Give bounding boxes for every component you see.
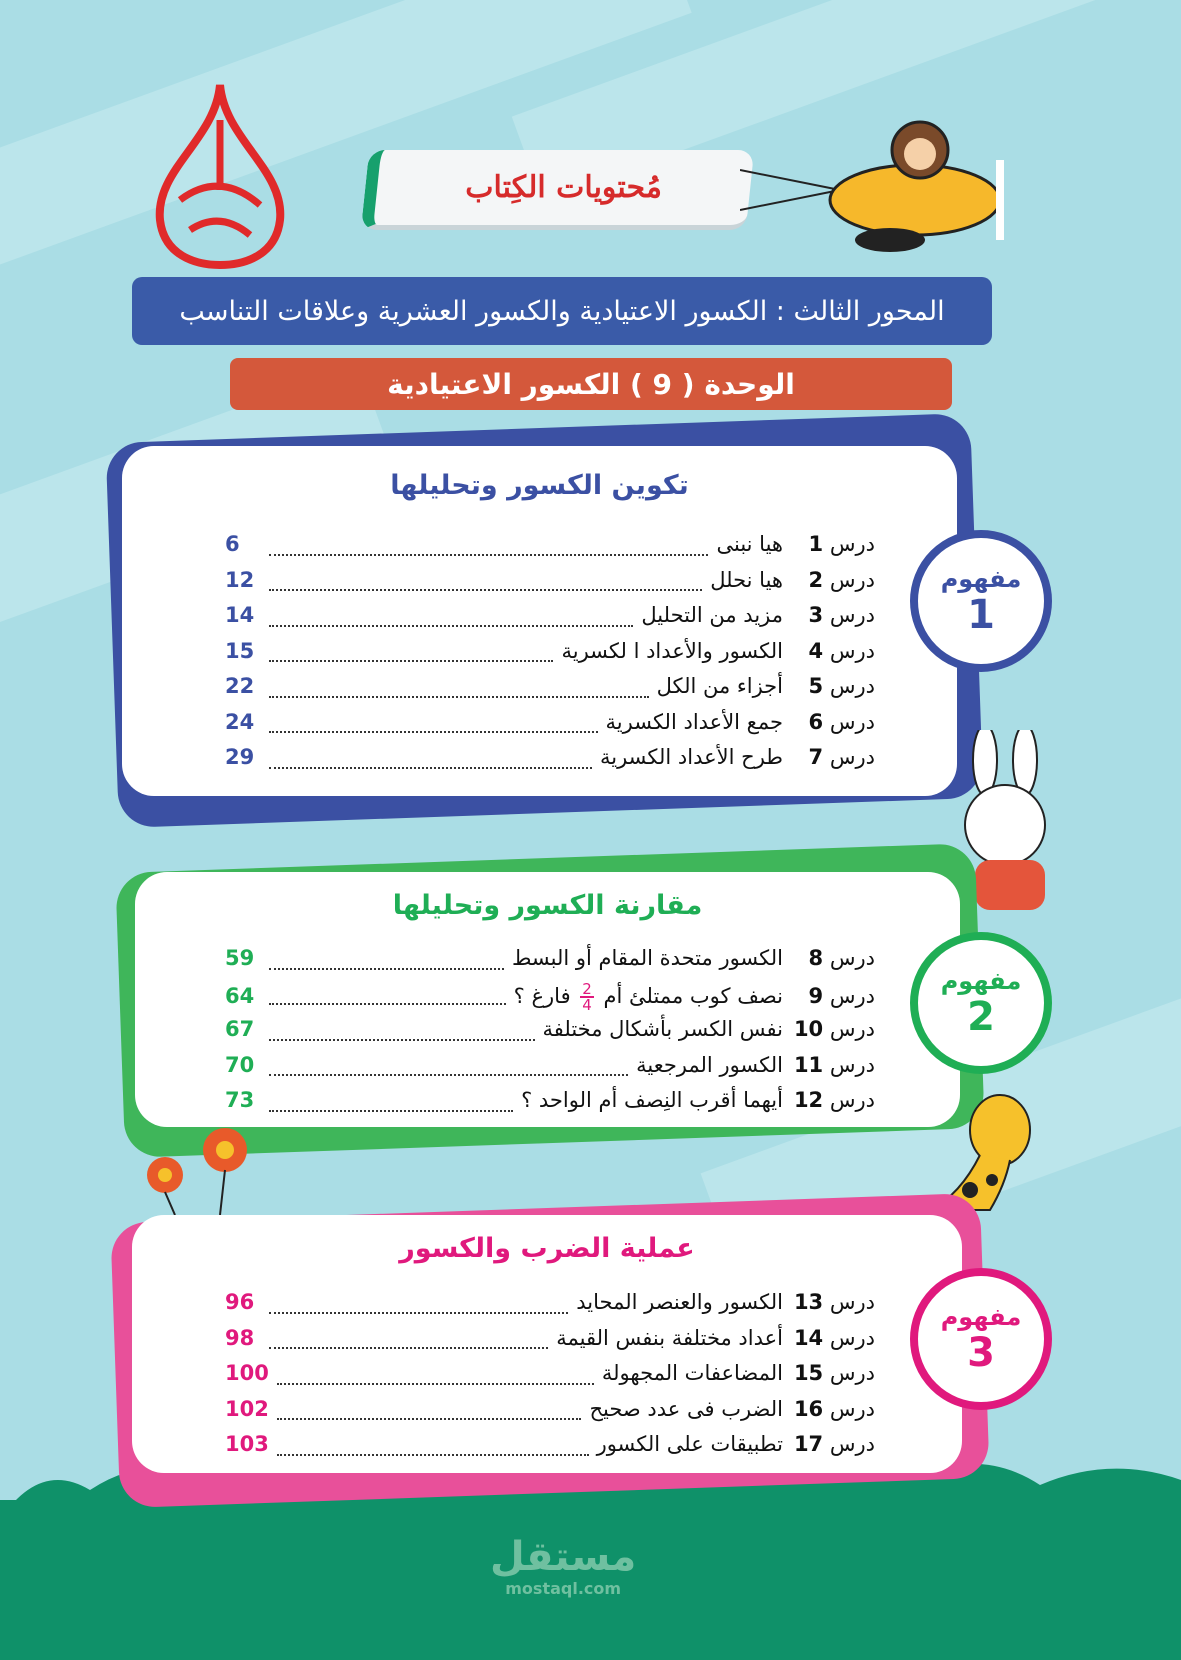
lesson-number: 14 [793, 1325, 824, 1350]
lesson-number: 6 [808, 709, 824, 734]
maher-logo [150, 80, 290, 270]
lesson-word: درس [829, 1361, 875, 1385]
dot-leader [269, 1110, 513, 1112]
lesson-word: درس [829, 745, 875, 769]
lesson-page: 70 [225, 1052, 255, 1077]
lesson-number: 11 [793, 1052, 824, 1077]
dot-leader [269, 1039, 535, 1041]
axis-title: المحور الثالث : الكسور الاعتيادية والكسور العشرية وعلاقات التناسب [179, 295, 945, 327]
lesson-word: درس [829, 1325, 875, 1350]
lesson-word: درس [829, 1088, 875, 1112]
lesson-title-group [641, 603, 783, 627]
lesson-page: 59 [225, 946, 255, 970]
fraction [580, 979, 594, 1014]
concept-number: 2 [967, 994, 995, 1040]
lesson-word: درس [829, 1432, 875, 1456]
lesson-title: هيا نبنى [716, 532, 783, 556]
dot-leader [277, 1418, 582, 1420]
lesson-title-group [597, 1432, 783, 1456]
concept-3-badge [910, 1268, 1052, 1410]
lesson-number: 12 [793, 1088, 824, 1112]
lesson-title-group [716, 532, 783, 556]
lesson-title: أعداد مختلفة بنفس القيمة [556, 1325, 783, 1350]
lesson-row[interactable] [225, 639, 875, 675]
lesson-page: 100 [225, 1361, 269, 1385]
lesson-word: درس [829, 1052, 875, 1077]
lesson-number: 10 [793, 1017, 824, 1041]
lesson-label [783, 603, 875, 627]
lesson-word: درس [829, 1396, 875, 1421]
lesson-label [783, 745, 875, 769]
lesson-title: جمع الأعداد الكسرية [605, 709, 783, 734]
lesson-label [783, 984, 875, 1008]
lesson-word: درس [829, 603, 875, 627]
dot-leader [269, 731, 598, 733]
lesson-page: 67 [225, 1017, 255, 1041]
lesson-label [783, 1397, 875, 1421]
lesson-word: درس [829, 567, 875, 592]
lesson-row[interactable] [225, 745, 875, 781]
lesson-title-group [600, 745, 783, 769]
lesson-row[interactable] [225, 979, 875, 1018]
unit-title: الوحدة ( 9 ) الكسور الاعتيادية [387, 367, 795, 401]
fraction-denominator: 4 [582, 995, 592, 1014]
lesson-title-group [602, 1361, 783, 1385]
concept-1-badge [910, 530, 1052, 672]
lesson-label [783, 674, 875, 698]
lesson-title-group [561, 639, 783, 663]
lesson-title-group [657, 674, 783, 698]
lesson-page: 6 [225, 532, 240, 556]
unit-title-bar [230, 358, 952, 410]
lesson-row[interactable] [225, 674, 875, 710]
lesson-row[interactable] [225, 1290, 875, 1326]
lesson-row[interactable] [225, 1017, 875, 1053]
dot-leader [277, 1383, 594, 1385]
lesson-label [783, 1290, 875, 1314]
lesson-title-group [589, 1397, 783, 1421]
lesson-page: 15 [225, 638, 255, 663]
lesson-title: الضرب فى عدد صحيح [589, 1396, 783, 1421]
lesson-title: المضاعفات المجهولة [601, 1361, 783, 1385]
lesson-page: 14 [225, 603, 255, 627]
lesson-number: 1 [808, 532, 824, 556]
concept-2-title: مقارنة الكسور وتحليلها [392, 890, 703, 921]
lesson-number: 9 [808, 983, 824, 1008]
lesson-number: 4 [808, 638, 824, 663]
concept-1-title: تكوين الكسور وتحليلها [390, 470, 689, 501]
lesson-word: درس [829, 674, 875, 698]
dot-leader [269, 1003, 506, 1005]
lesson-word: درس [829, 709, 875, 734]
lesson-page: 64 [225, 983, 255, 1008]
lesson-word: درس [829, 532, 875, 556]
dot-leader [269, 660, 553, 662]
lesson-number: 7 [808, 745, 824, 769]
lesson-title-group [556, 1326, 783, 1350]
lesson-page: 96 [225, 1290, 255, 1314]
dot-leader [269, 968, 504, 970]
lesson-row[interactable] [225, 946, 875, 982]
lesson-number: 8 [808, 946, 824, 970]
lesson-page: 22 [225, 674, 255, 698]
concept-number: 3 [967, 1330, 995, 1376]
lesson-word: درس [829, 638, 875, 663]
fraction-numerator: 2 [582, 979, 592, 998]
lesson-label [783, 1053, 875, 1077]
lesson-number: 17 [793, 1432, 824, 1456]
flowers-illustration [135, 1120, 275, 1215]
mostaql-watermark: مستقل mostaql.com [490, 1534, 637, 1598]
lesson-word: درس [829, 983, 875, 1008]
lesson-label [783, 1326, 875, 1350]
lesson-title-group [710, 568, 783, 592]
lesson-page: 98 [225, 1325, 255, 1350]
lesson-title-group [636, 1053, 783, 1077]
lesson-page: 102 [225, 1396, 269, 1421]
lesson-title: مزيد من التحليل [641, 603, 783, 627]
lesson-row[interactable] [225, 1053, 875, 1089]
lesson-label [783, 532, 875, 556]
lesson-page: 29 [225, 745, 255, 769]
lesson-title: أجزاء من الكل [656, 674, 783, 698]
concept-number: 1 [967, 592, 995, 638]
concept-1-lessons [225, 532, 875, 781]
lesson-title-group [576, 1290, 783, 1314]
lesson-title: أيهما أقرب النِصف أم الواحد ؟ [521, 1088, 783, 1112]
lesson-label [783, 639, 875, 663]
concept-3-title: عملية الضرب والكسور [399, 1233, 695, 1264]
lesson-row[interactable] [225, 532, 875, 568]
lesson-title: نفس الكسر بأشكال مختلفة [542, 1017, 783, 1041]
lesson-title-group [606, 710, 783, 734]
lesson-title: تطبيقات على الكسور [596, 1432, 783, 1456]
dot-leader [269, 767, 592, 769]
lesson-title: الكسور والأعداد ا لكسرية [561, 638, 783, 663]
lesson-title: هيا نحلل [710, 567, 783, 592]
axis-title-bar [132, 277, 992, 345]
lesson-title-group [512, 946, 783, 970]
lesson-label [783, 1088, 875, 1112]
contents-title: مُحتويات الكِتاب [465, 170, 663, 205]
concept-word: مفهوم [940, 1303, 1022, 1331]
lesson-label [783, 1361, 875, 1385]
lesson-row[interactable] [225, 710, 875, 746]
lesson-word: درس [829, 1017, 875, 1041]
dot-leader [269, 1312, 568, 1314]
lesson-title-group [513, 979, 783, 1014]
lesson-number: 16 [793, 1396, 824, 1421]
monkey-airplane-illustration [740, 110, 1060, 260]
lesson-word: درس [829, 946, 875, 970]
lesson-row[interactable] [225, 603, 875, 639]
dot-leader [269, 589, 702, 591]
dot-leader [277, 1454, 589, 1456]
concept-2-badge [910, 932, 1052, 1074]
lesson-number: 3 [808, 603, 824, 627]
lesson-number: 2 [808, 567, 824, 592]
lesson-page: 103 [225, 1432, 269, 1456]
lesson-number: 15 [793, 1361, 824, 1385]
lesson-page: 73 [225, 1088, 255, 1112]
lesson-label [783, 568, 875, 592]
dot-leader [269, 696, 649, 698]
lesson-title: الكسور متحدة المقام أو البسط [511, 946, 783, 970]
dot-leader [269, 554, 708, 556]
lesson-number: 13 [793, 1290, 824, 1314]
lesson-title: الكسور والعنصر المحايد [576, 1290, 783, 1314]
lesson-title-after: فارغ ؟ [513, 983, 571, 1008]
lesson-title: طرح الأعداد الكسرية [599, 745, 783, 769]
concept-2-lessons [225, 946, 875, 1124]
lesson-row[interactable] [225, 568, 875, 604]
lesson-label [783, 710, 875, 734]
concept-word: مفهوم [940, 967, 1022, 995]
lesson-row[interactable] [225, 1088, 875, 1124]
lesson-title: الكسور المرجعية [636, 1052, 783, 1077]
lesson-page: 24 [225, 709, 255, 734]
lesson-title-group [543, 1017, 784, 1041]
dot-leader [269, 1074, 628, 1076]
lesson-title-group [521, 1088, 783, 1112]
lesson-label [783, 1017, 875, 1041]
lesson-label [783, 1432, 875, 1456]
lesson-page: 12 [225, 567, 255, 592]
lesson-row[interactable] [225, 1432, 875, 1468]
lesson-title: نصف كوب ممتلئ أم [603, 983, 783, 1008]
dot-leader [269, 625, 633, 627]
lesson-row[interactable] [225, 1326, 875, 1362]
contents-title-banner [361, 150, 754, 230]
concept-word: مفهوم [940, 565, 1022, 593]
lesson-row[interactable] [225, 1361, 875, 1397]
lesson-row[interactable] [225, 1397, 875, 1433]
lesson-number: 5 [808, 674, 824, 698]
lesson-label [783, 946, 875, 970]
lesson-word: درس [829, 1290, 875, 1314]
dot-leader [269, 1347, 548, 1349]
concept-3-lessons [225, 1290, 875, 1468]
